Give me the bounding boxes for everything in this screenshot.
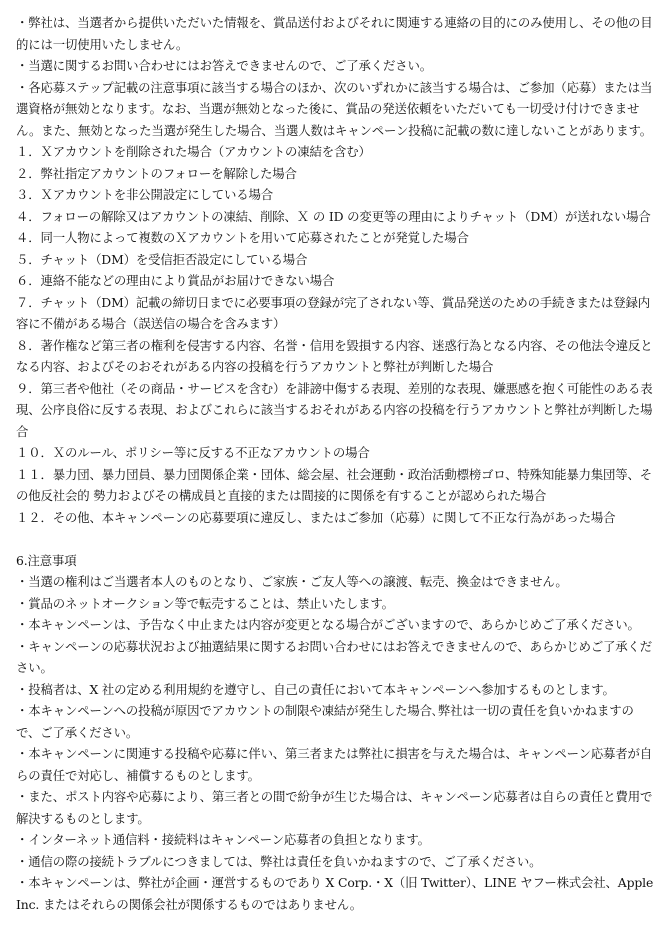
note-item: ・投稿者は、X 社の定める利用規約を遵守し、自己の責任において本キャンペーンへ参加するものとします。 — [16, 681, 615, 697]
invalid-condition-item: ２．弊社指定アカウントのフォローを解除した場合 — [16, 165, 297, 181]
invalid-condition-item: ４．同一人物によって複数のＸアカウントを用いて応募されたことが発覚した場合 — [16, 230, 469, 245]
invalid-condition-item: １０．Ｘのルール、ポリシー等に反する不正なアカウントの場合 — [16, 445, 370, 460]
invalid-condition-item: １１．暴力団、暴力団員、暴力団関係企業・団体、総会屋、社会運動・政治活動標榜ゴロ、特殊知能暴力集団等、その他反社会的 勢力およびその構成員と直接的または間接的に関係を有することが認められた場合 — [16, 466, 653, 503]
note-item: ・賞品のネットオークション等で転売することは、禁止いたします。 — [16, 595, 394, 611]
invalid-condition-item: ６．連絡不能などの理由により賞品がお届けできない場合 — [16, 273, 335, 288]
notice-paragraph: ・弊社は、当選者から提供いただいた情報を、賞品送付およびそれに関連する連絡の目的にのみ使用し、その他の目的には一切使用いたしません。 — [16, 15, 653, 52]
section-spacer — [16, 528, 656, 550]
invalid-condition-item: ４．フォローの解除又はアカウントの凍結、削除、Ｘ の ID の変更等の理由によりチャット（DM）が送れない場合 — [16, 208, 651, 224]
notice-paragraph: ・当選に関するお問い合わせにはお答えできませんので、ご了承ください。 — [16, 58, 432, 73]
note-item: ・通信の際の接続トラブルにつきましては、弊社は責任を負いかねますので、ご了承ください。 — [16, 853, 542, 869]
invalid-condition-item: １２．その他、本キャンペーンの応募要項に違反し、またはご参加（応募）に関して不正な行為があった場合 — [16, 509, 616, 525]
note-item: ・本キャンペーンへの投稿が原因でアカウントの制限や凍結が発生した場合､弊社は一切の責任を負いかねますので、ご了承ください。 — [16, 703, 634, 740]
note-item: ・インターネット通信料・接続料はキャンペーン応募者の負担となります。 — [16, 832, 430, 847]
note-item: ・当選の権利はご当選者本人のものとなり、ご家族・ご友人等への譲渡、転売、換金はできません。 — [16, 574, 568, 589]
invalid-condition-item: ９．第三者や他社（その商品・サービスを含む）を誹謗中傷する表現、差別的な表現、嫌悪感を抱く可能性のある表現、公序良俗に反する表現、およびこれらに該当するおそれがある内容の投稿を行うアカウントと弊社が判断した場合 — [16, 380, 653, 439]
invalid-condition-item: １．Ｘアカウントを削除された場合（アカウントの凍結を含む） — [16, 144, 371, 159]
invalid-condition-item: ７．チャット（DM）記載の締切日までに必要事項の登録が完了されない等、賞品発送のための手続きまたは登録内容に不備がある場合（誤送信の場合を含みます） — [16, 294, 650, 331]
section-notes — [16, 550, 656, 916]
note-item: ・本キャンペーンは、予告なく中止または内容が変更となる場合がございますので、あらかじめご了承ください。 — [16, 617, 640, 632]
note-item: ・キャンペーンの応募状況および抽選結果に関するお問い合わせにはお答えできませんので、あらかじめご了承ください。 — [16, 638, 653, 675]
eligibility-notes — [16, 12, 656, 528]
invalid-condition-item: ３．Ｘアカウントを非公開設定にしている場合 — [16, 187, 273, 202]
document-body — [16, 12, 656, 915]
note-item: ・また、ポスト内容や応募により、第三者との間で紛争が生じた場合は、キャンペーン応募者は自らの責任と費用で解決するものとします。 — [16, 789, 653, 826]
section-heading: 6.注意事項 — [16, 552, 77, 568]
invalid-condition-item: ５．チャット（DM）を受信拒否設定にしている場合 — [16, 251, 308, 267]
note-item: ・本キャンペーンは、弊社が企画・運営するものであり X Corp.・X（旧 Twitter）、LINE ヤフー株式会社、Apple Inc. またはそれらの関係会社が関係するものではありません。 — [16, 875, 654, 912]
invalid-condition-item: ８．著作権など第三者の権利を侵害する内容、名誉・信用を毀損する内容、迷惑行為となる内容、その他法令違反となる内容、およびそのおそれがある内容の投稿を行うアカウントと弊社が判断した場合 — [16, 337, 653, 374]
note-item: ・本キャンペーンに関連する投稿や応募に伴い、第三者または弊社に損害を与えた場合は、キャンペーン応募者が自らの責任で対応し、補償するものとします。 — [16, 746, 653, 783]
notice-paragraph: ・各応募ステップ記載の注意事項に該当する場合のほか、次のいずれかに該当する場合は、ご参加（応募）または当選資格が無効となります。なお、当選が無効となった後に、賞品の発送依頼をいただいても一切受け付けできません。また、無効となった当選が発生した場合、当選人数はキャンペーン投稿に記載の数に達しないことがあります。 — [16, 79, 653, 138]
